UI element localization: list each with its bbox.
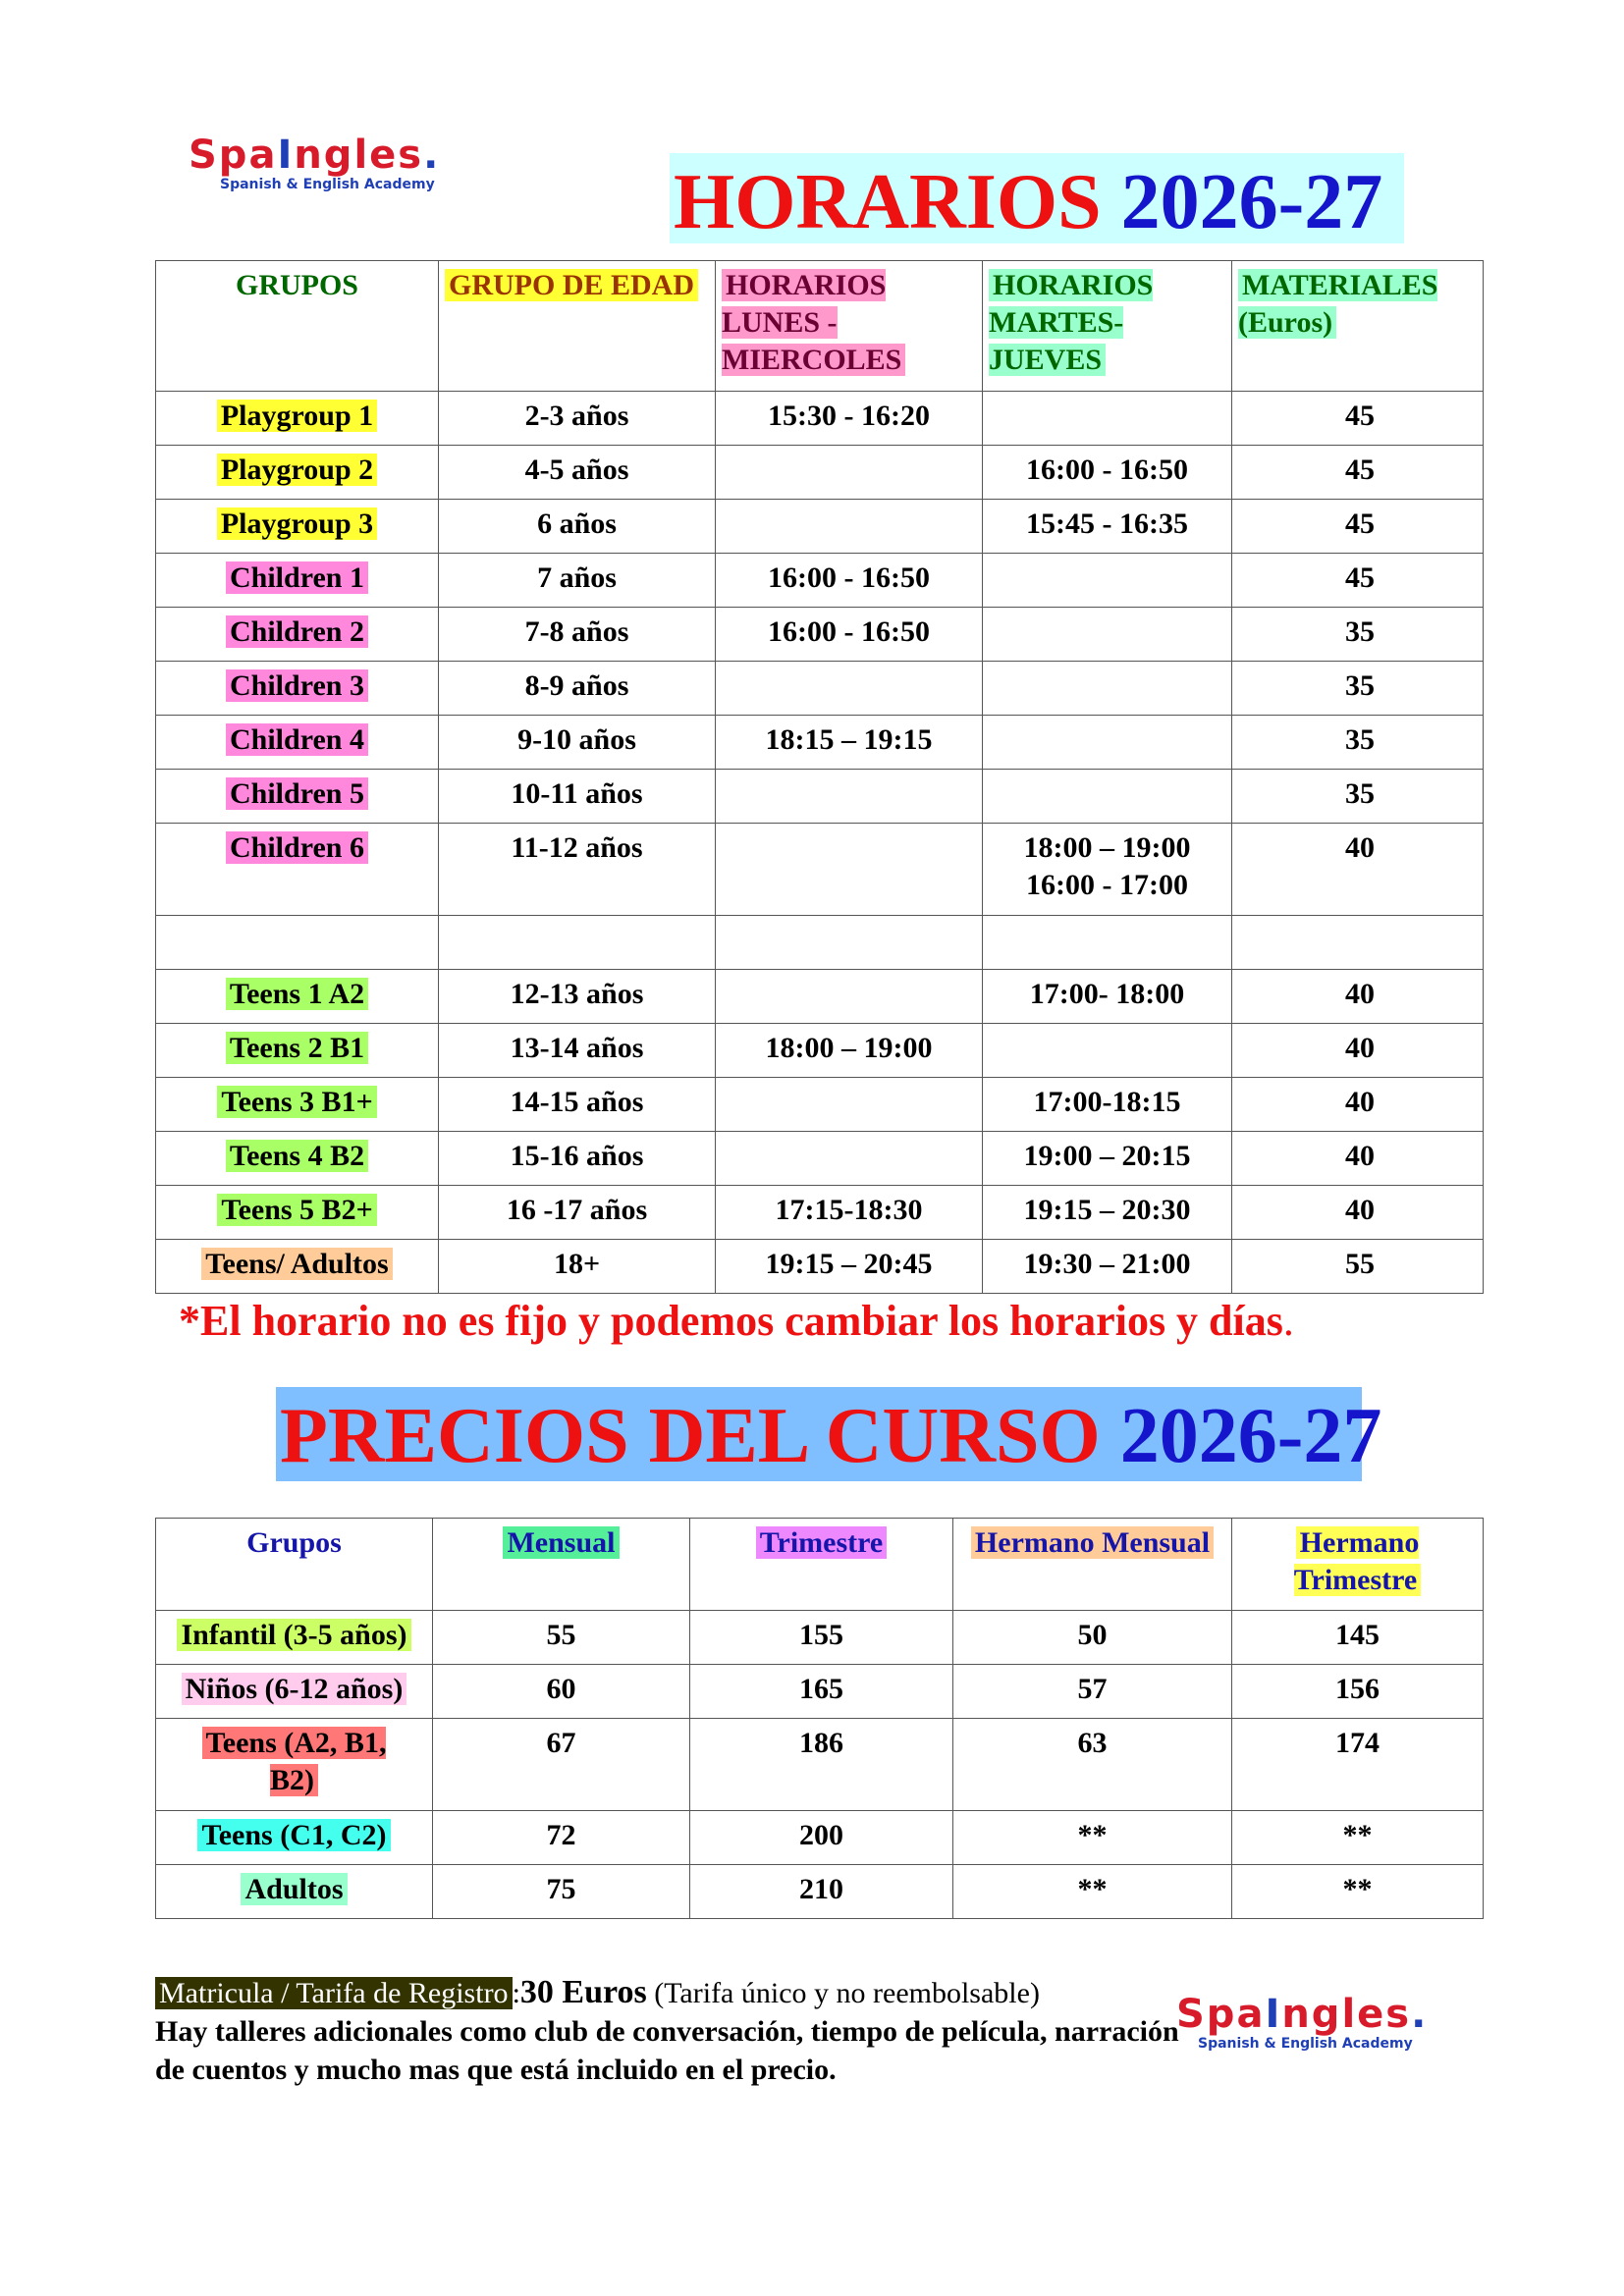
table-row [156, 1024, 1484, 1078]
sibling-term-cell: ** [1232, 1865, 1484, 1919]
header-groups: GRUPOS [156, 261, 439, 392]
mon-wed-cell: 18:15 – 19:15 [716, 716, 983, 770]
header-mensual: Mensual [433, 1519, 690, 1611]
header-mon-wed: HORARIOS LUNES - MIERCOLES [716, 261, 983, 392]
table-row [156, 770, 1484, 824]
tue-thu-cell: 19:30 – 21:00 [983, 1240, 1232, 1294]
sibling-term-cell: ** [1232, 1811, 1484, 1865]
price-group-label: Adultos [241, 1873, 347, 1905]
table-row [156, 608, 1484, 662]
group-label: Teens 4 B2 [226, 1140, 368, 1172]
tue-thu-cell [983, 716, 1232, 770]
logo-tagline: Spanish & English Academy [1198, 2036, 1413, 2052]
age-cell: 10-11 años [439, 770, 716, 824]
group-label: Teens/ Adultos [201, 1248, 392, 1280]
materials-cell: 45 [1232, 446, 1484, 500]
table-row [156, 1719, 1484, 1811]
registration-label: Matricula / Tarifa de Registro [155, 1977, 513, 2009]
table-row [156, 716, 1484, 770]
table-row [156, 1240, 1484, 1294]
header-age: GRUPO DE EDAD [439, 261, 716, 392]
empty-row [156, 916, 1484, 970]
materials-cell: 40 [1232, 1024, 1484, 1078]
sibling-term-cell: 174 [1232, 1719, 1484, 1811]
tue-thu-cell: 16:00 - 16:50 [983, 446, 1232, 500]
table-row [156, 1665, 1484, 1719]
materials-cell: 35 [1232, 770, 1484, 824]
age-cell: 12-13 años [439, 970, 716, 1024]
materials-cell: 35 [1232, 608, 1484, 662]
materials-cell: 35 [1232, 662, 1484, 716]
tue-thu-cell: 15:45 - 16:35 [983, 500, 1232, 554]
mon-wed-cell [716, 446, 983, 500]
age-cell: 7 años [439, 554, 716, 608]
mon-wed-cell [716, 500, 983, 554]
sibling-term-cell: 145 [1232, 1611, 1484, 1665]
age-cell: 11-12 años [439, 824, 716, 916]
tue-thu-cell [983, 662, 1232, 716]
term-cell: 200 [690, 1811, 953, 1865]
prices-table [155, 1518, 1484, 1919]
term-cell: 165 [690, 1665, 953, 1719]
tue-thu-cell [983, 1024, 1232, 1078]
group-label: Teens 2 B1 [226, 1032, 368, 1064]
table-row [156, 1811, 1484, 1865]
schedule-title: HORARIOS 2026-27 [670, 153, 1404, 243]
mon-wed-cell [716, 1078, 983, 1132]
age-cell: 16 -17 años [439, 1186, 716, 1240]
materials-cell: 40 [1232, 1132, 1484, 1186]
term-cell: 210 [690, 1865, 953, 1919]
age-cell: 15-16 años [439, 1132, 716, 1186]
sibling-monthly-cell: 50 [953, 1611, 1232, 1665]
sibling-monthly-cell: 57 [953, 1665, 1232, 1719]
materials-cell: 55 [1232, 1240, 1484, 1294]
term-cell: 186 [690, 1719, 953, 1811]
materials-cell: 40 [1232, 1078, 1484, 1132]
age-cell: 14-15 años [439, 1078, 716, 1132]
group-label: Teens 5 B2+ [217, 1194, 376, 1226]
header-tue-thu: HORARIOS MARTES- JUEVES [983, 261, 1232, 392]
mon-wed-cell [716, 970, 983, 1024]
monthly-cell: 72 [433, 1811, 690, 1865]
tue-thu-cell: 19:00 – 20:15 [983, 1132, 1232, 1186]
group-label: Playgroup 1 [217, 400, 377, 432]
group-label: Children 2 [226, 615, 368, 648]
mon-wed-cell: 17:15-18:30 [716, 1186, 983, 1240]
tue-thu-cell: 17:00- 18:00 [983, 970, 1232, 1024]
schedule-header-row [156, 261, 1484, 392]
mon-wed-cell: 16:00 - 16:50 [716, 608, 983, 662]
header-materials: MATERIALES (Euros) [1232, 261, 1484, 392]
monthly-cell: 75 [433, 1865, 690, 1919]
age-cell: 6 años [439, 500, 716, 554]
sibling-monthly-cell: ** [953, 1811, 1232, 1865]
group-label: Playgroup 2 [217, 454, 377, 486]
age-cell: 9-10 años [439, 716, 716, 770]
table-row [156, 824, 1484, 916]
materials-cell: 40 [1232, 1186, 1484, 1240]
table-row [156, 1132, 1484, 1186]
age-cell: 18+ [439, 1240, 716, 1294]
group-label: Playgroup 3 [217, 507, 377, 540]
materials-cell: 40 [1232, 824, 1484, 916]
group-label: Children 1 [226, 561, 368, 594]
mon-wed-cell [716, 662, 983, 716]
group-label: Children 4 [226, 723, 368, 756]
logo-tagline: Spanish & English Academy [220, 177, 435, 192]
materials-cell: 40 [1232, 970, 1484, 1024]
group-label: Teens 1 A2 [226, 978, 368, 1010]
tue-thu-cell: 18:00 – 19:00 16:00 - 17:00 [983, 824, 1232, 916]
workshops-description: Hay talleres adicionales como club de conversación, tiempo de película, narración de cuentos y mucho mas que está incluido en el precio. [155, 2015, 1179, 2086]
mon-wed-cell [716, 770, 983, 824]
tue-thu-cell [983, 554, 1232, 608]
monthly-cell: 55 [433, 1611, 690, 1665]
monthly-cell: 67 [433, 1719, 690, 1811]
schedule-note: *El horario no es fijo y podemos cambiar los horarios y días. [179, 1297, 1294, 1345]
table-row [156, 392, 1484, 446]
age-cell: 13-14 años [439, 1024, 716, 1078]
age-cell: 8-9 años [439, 662, 716, 716]
registration-amount: 30 Euros [519, 1974, 647, 2010]
header-hermano-mensual: Hermano Mensual [953, 1519, 1232, 1611]
age-cell: 2-3 años [439, 392, 716, 446]
table-row [156, 1186, 1484, 1240]
monthly-cell: 60 [433, 1665, 690, 1719]
sibling-term-cell: 156 [1232, 1665, 1484, 1719]
table-row [156, 500, 1484, 554]
schedule-table [155, 260, 1484, 1294]
mon-wed-cell: 16:00 - 16:50 [716, 554, 983, 608]
logo-top [189, 135, 440, 192]
table-row [156, 970, 1484, 1024]
tue-thu-cell [983, 770, 1232, 824]
price-group-label: Teens (C1, C2) [197, 1819, 390, 1851]
table-row [156, 446, 1484, 500]
price-group-label: Infantil (3-5 años) [177, 1619, 410, 1651]
term-cell: 155 [690, 1611, 953, 1665]
header-hermano-trimestre: Hermano Trimestre [1232, 1519, 1484, 1611]
registration-line: Matricula / Tarifa de Registro :30 Euros (Tarifa único y no reembolsable) [155, 1973, 1186, 2012]
materials-cell: 35 [1232, 716, 1484, 770]
sibling-monthly-cell: 63 [953, 1719, 1232, 1811]
footer-text [155, 1973, 1186, 2089]
logo-bottom [1176, 1992, 1429, 2052]
header-trimestre: Trimestre [690, 1519, 953, 1611]
mon-wed-cell: 15:30 - 16:20 [716, 392, 983, 446]
table-row [156, 1865, 1484, 1919]
group-label: Children 5 [226, 777, 368, 810]
prices-header-row [156, 1519, 1484, 1611]
tue-thu-cell: 19:15 – 20:30 [983, 1186, 1232, 1240]
age-cell: 7-8 años [439, 608, 716, 662]
sibling-monthly-cell: ** [953, 1865, 1232, 1919]
prices-title: PRECIOS DEL CURSO 2026-27 [276, 1387, 1362, 1481]
table-row [156, 1611, 1484, 1665]
tue-thu-cell [983, 608, 1232, 662]
logo-brand: SpaIngles. [189, 133, 441, 178]
price-group-label: Teens (A2, B1, B2) [202, 1727, 387, 1796]
registration-note: (Tarifa único y no reembolsable) [654, 1977, 1040, 2009]
mon-wed-cell: 18:00 – 19:00 [716, 1024, 983, 1078]
group-label: Children 3 [226, 669, 368, 702]
price-group-label: Niños (6-12 años) [182, 1673, 407, 1705]
group-label: Teens 3 B1+ [217, 1086, 376, 1118]
table-row [156, 662, 1484, 716]
table-row [156, 1078, 1484, 1132]
logo-brand: SpaIngles. [1176, 1992, 1429, 2037]
mon-wed-cell: 19:15 – 20:45 [716, 1240, 983, 1294]
mon-wed-cell [716, 824, 983, 916]
group-label: Children 6 [226, 831, 368, 864]
header-grupos: Grupos [156, 1519, 433, 1611]
age-cell: 4-5 años [439, 446, 716, 500]
materials-cell: 45 [1232, 500, 1484, 554]
mon-wed-cell [716, 1132, 983, 1186]
materials-cell: 45 [1232, 554, 1484, 608]
table-row [156, 554, 1484, 608]
tue-thu-cell: 17:00-18:15 [983, 1078, 1232, 1132]
materials-cell: 45 [1232, 392, 1484, 446]
tue-thu-cell [983, 392, 1232, 446]
